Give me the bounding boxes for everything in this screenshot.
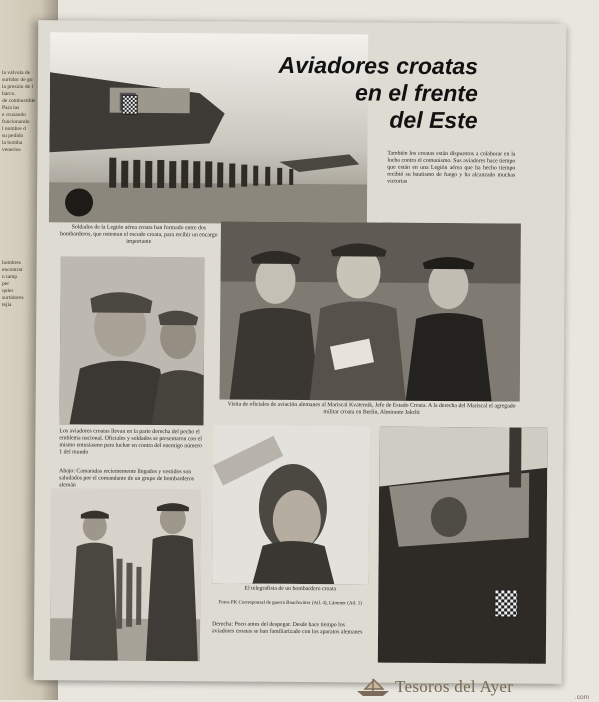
caption-telegrapher: El telegrafista de un bombardero croata	[244, 585, 337, 593]
photo-greeting-comrades	[50, 488, 201, 661]
photo-telegrapher	[212, 425, 369, 584]
ship-logo-icon	[355, 677, 391, 697]
photo-cockpit	[378, 427, 548, 664]
left-page-text-fragment: hombres encontrar n tamp per quier surtidores tejía	[2, 260, 24, 308]
photo-croatian-aviators	[59, 256, 204, 425]
watermark-domain: .com	[574, 694, 589, 701]
magazine-page	[34, 20, 567, 684]
watermark	[355, 676, 595, 701]
article-title-line: en el frente	[355, 79, 478, 107]
caption-top-photo: Soldados de la Legión aérea croata han formado entre dos bombarderos, que ostentan el escudo croata, para recibir un encargo importante	[60, 224, 218, 245]
croatian-shield-icon	[122, 95, 138, 115]
article-title-line: del Este	[389, 106, 478, 134]
article-title	[268, 52, 479, 134]
caption-below-left: Abajo: Camaradas recientemente llegados y vestidos son saludados por el comandante de un grupo de bombarderos alemán	[59, 468, 195, 489]
greeting-illustration	[50, 488, 201, 661]
caption-takeoff: Derecha: Poco antes del despegar. Desde hace tiempo los aviadores croatas se han familiarizado con los aparatos alemanes	[212, 621, 363, 636]
left-page-text-fragment: la válvula de surtidor de go la presión de l barco. de combustible Para las e cruzando funcionando l nombre d su pedido la bomba venerios	[2, 70, 36, 153]
telegrapher-illustration	[212, 425, 369, 584]
croatian-shield-icon	[494, 589, 518, 617]
watermark-brand: Tesoros del Ayer	[395, 677, 514, 696]
caption-aviators: Los aviadores croatas llevan en la parte derecha del pecho el emblema nacional. Oficiales y soldados se presentaron con el mismo entusiasmo para luchar en contra del enemigo número 1 del mundo	[59, 428, 202, 456]
article-title-line: Aviadores croatas	[278, 51, 479, 80]
photo-officers-visit	[220, 221, 521, 401]
officers-illustration	[220, 221, 521, 401]
photo-credit: Fotos PK Corresponsal de guerra Bauchwitter (Atl. 4), Lämmer (Atl. 1)	[218, 600, 362, 607]
page-number: 777	[528, 658, 540, 666]
aviators-illustration	[59, 256, 204, 425]
cockpit-illustration	[378, 427, 548, 664]
caption-officers: Visita de oficiales de aviación alemanes al Mariscal Kvaternik, Jefe de Estado Croata. A la derecha del Mariscal el agregado militar croata en Berlín, Almirante Jakchi	[227, 401, 516, 416]
article-intro: También los croatas están dispuestos a colaborar en la lucha contra el comunismo. Sus aviadores hace tiempo que están en una Legión aérea que ha hecho tiempo recibió su bautismo de fuego y ha alcanzado muchas victorias	[387, 150, 516, 185]
